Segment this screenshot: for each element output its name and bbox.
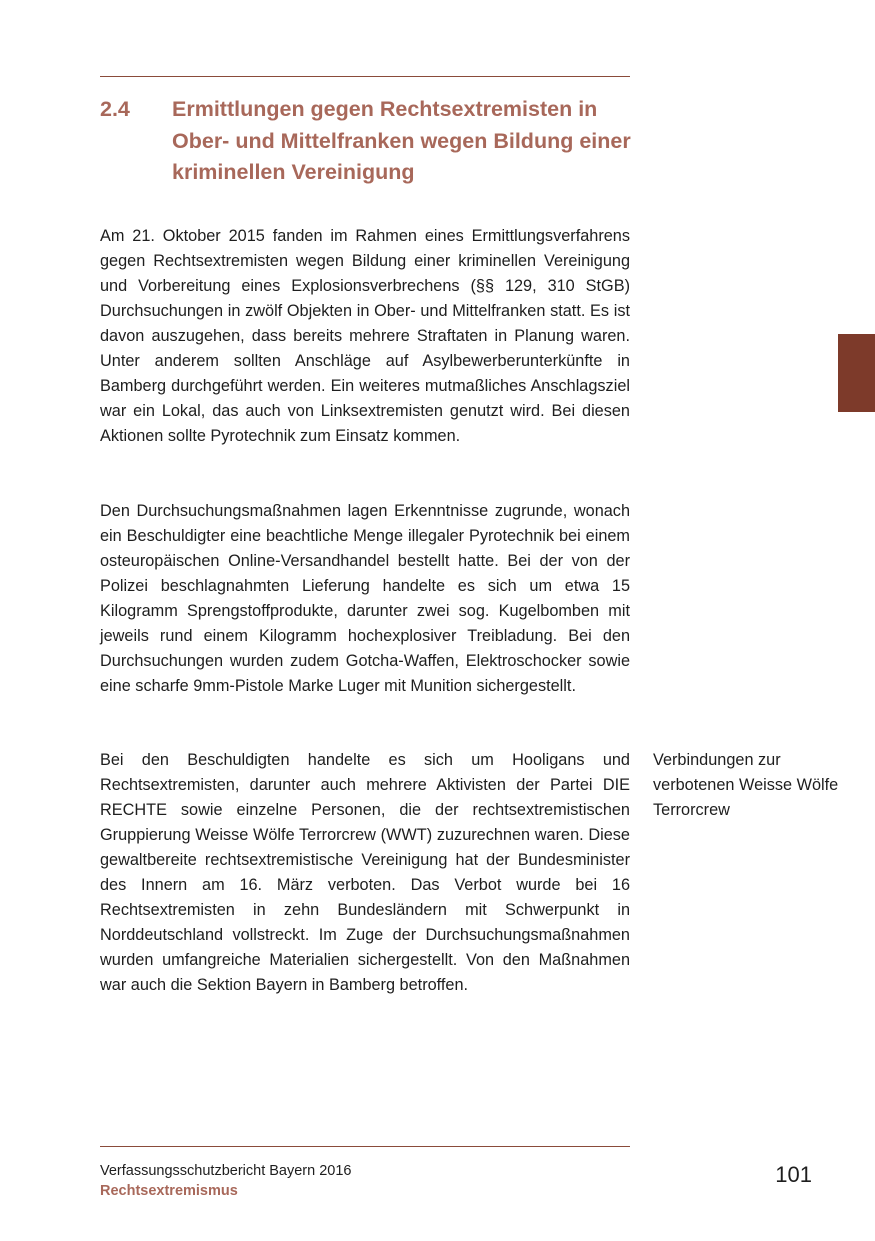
section-number: 2.4 bbox=[100, 97, 130, 121]
paragraph-2: Den Durchsuchungsmaßnahmen lagen Erkenntnisse zugrunde, wonach ein Beschuldigter eine beachtliche Menge illegaler Pyrotechnik bei einem osteuropäischen Online-Versandhandel bestellt hatte. Bei der von der Polizei beschlagnahmten Lieferung handelte es sich um etwa 15 Kilogramm Sprengstoffprodukte, darunter zwei sog. Kugelbomben mit jeweils rund einem Kilogramm hochexplosiver Treibladung. Bei den Durchsuchungen wurden zudem Gotcha-Waffen, Elektroschocker sowie eine scharfe 9mm-Pistole Marke Luger mit Munition sichergestellt. bbox=[100, 502, 630, 695]
footer-chapter: Rechtsextremismus bbox=[100, 1183, 238, 1199]
top-rule bbox=[100, 76, 630, 77]
footer-publication: Verfassungsschutzbericht Bayern 2016 bbox=[100, 1163, 352, 1179]
paragraph-1: Am 21. Oktober 2015 fanden im Rahmen eines Ermittlungsverfahrens gegen Rechtsextremisten wegen Bildung einer kriminellen Vereinigung und Vorbereitung eines Explosionsverbrechens (§§ 129, 310 StGB) Durchsuchungen in zwölf Objekten in Ober- und Mittelfranken statt. Es ist davon auszugehen, dass bereits mehrere Straftaten in Planung waren. Unter anderem sollten Anschläge auf Asylbewerberunterkünfte in Bamberg durchgeführt werden. Ein weiteres mutmaßliches Anschlagsziel war ein Lokal, das auch von Linksextremisten genutzt wird. Bei diesen Aktionen sollte Pyrotechnik zum Einsatz kommen. bbox=[100, 227, 630, 445]
bottom-rule bbox=[100, 1146, 630, 1147]
page-number: 101 bbox=[775, 1162, 812, 1187]
margin-note: Verbindungen zur verbotenen Weisse Wölfe Terrorcrew bbox=[653, 751, 839, 819]
section-title: Ermittlungen gegen Rechtsextremisten in Ober- und Mittelfranken wegen Bildung einer kriminellen Vereinigung bbox=[172, 97, 631, 184]
chapter-side-tab bbox=[838, 334, 875, 412]
section-heading bbox=[100, 94, 640, 189]
paragraph-3: Bei den Beschuldigten handelte es sich um Hooligans und Rechtsextremisten, darunter auch mehrere Aktivisten der Partei DIE RECHTE sowie einzelne Personen, die der rechtsextremistischen Gruppierung Weisse Wölfe Terrorcrew (WWT) zuzurechnen waren. Diese gewaltbereite rechtsextremistische Vereinigung hat der Bundesminister des Innern am 16. März verboten. Das Verbot wurde bei 16 Rechtsextremisten in zehn Bundesländern mit Schwerpunkt in Norddeutschland vollstreckt. Im Zuge der Durchsuchungsmaßnahmen wurden umfangreiche Materialien sichergestellt. Von den Maßnahmen war auch die Sektion Bayern in Bamberg betroffen. bbox=[100, 751, 630, 994]
